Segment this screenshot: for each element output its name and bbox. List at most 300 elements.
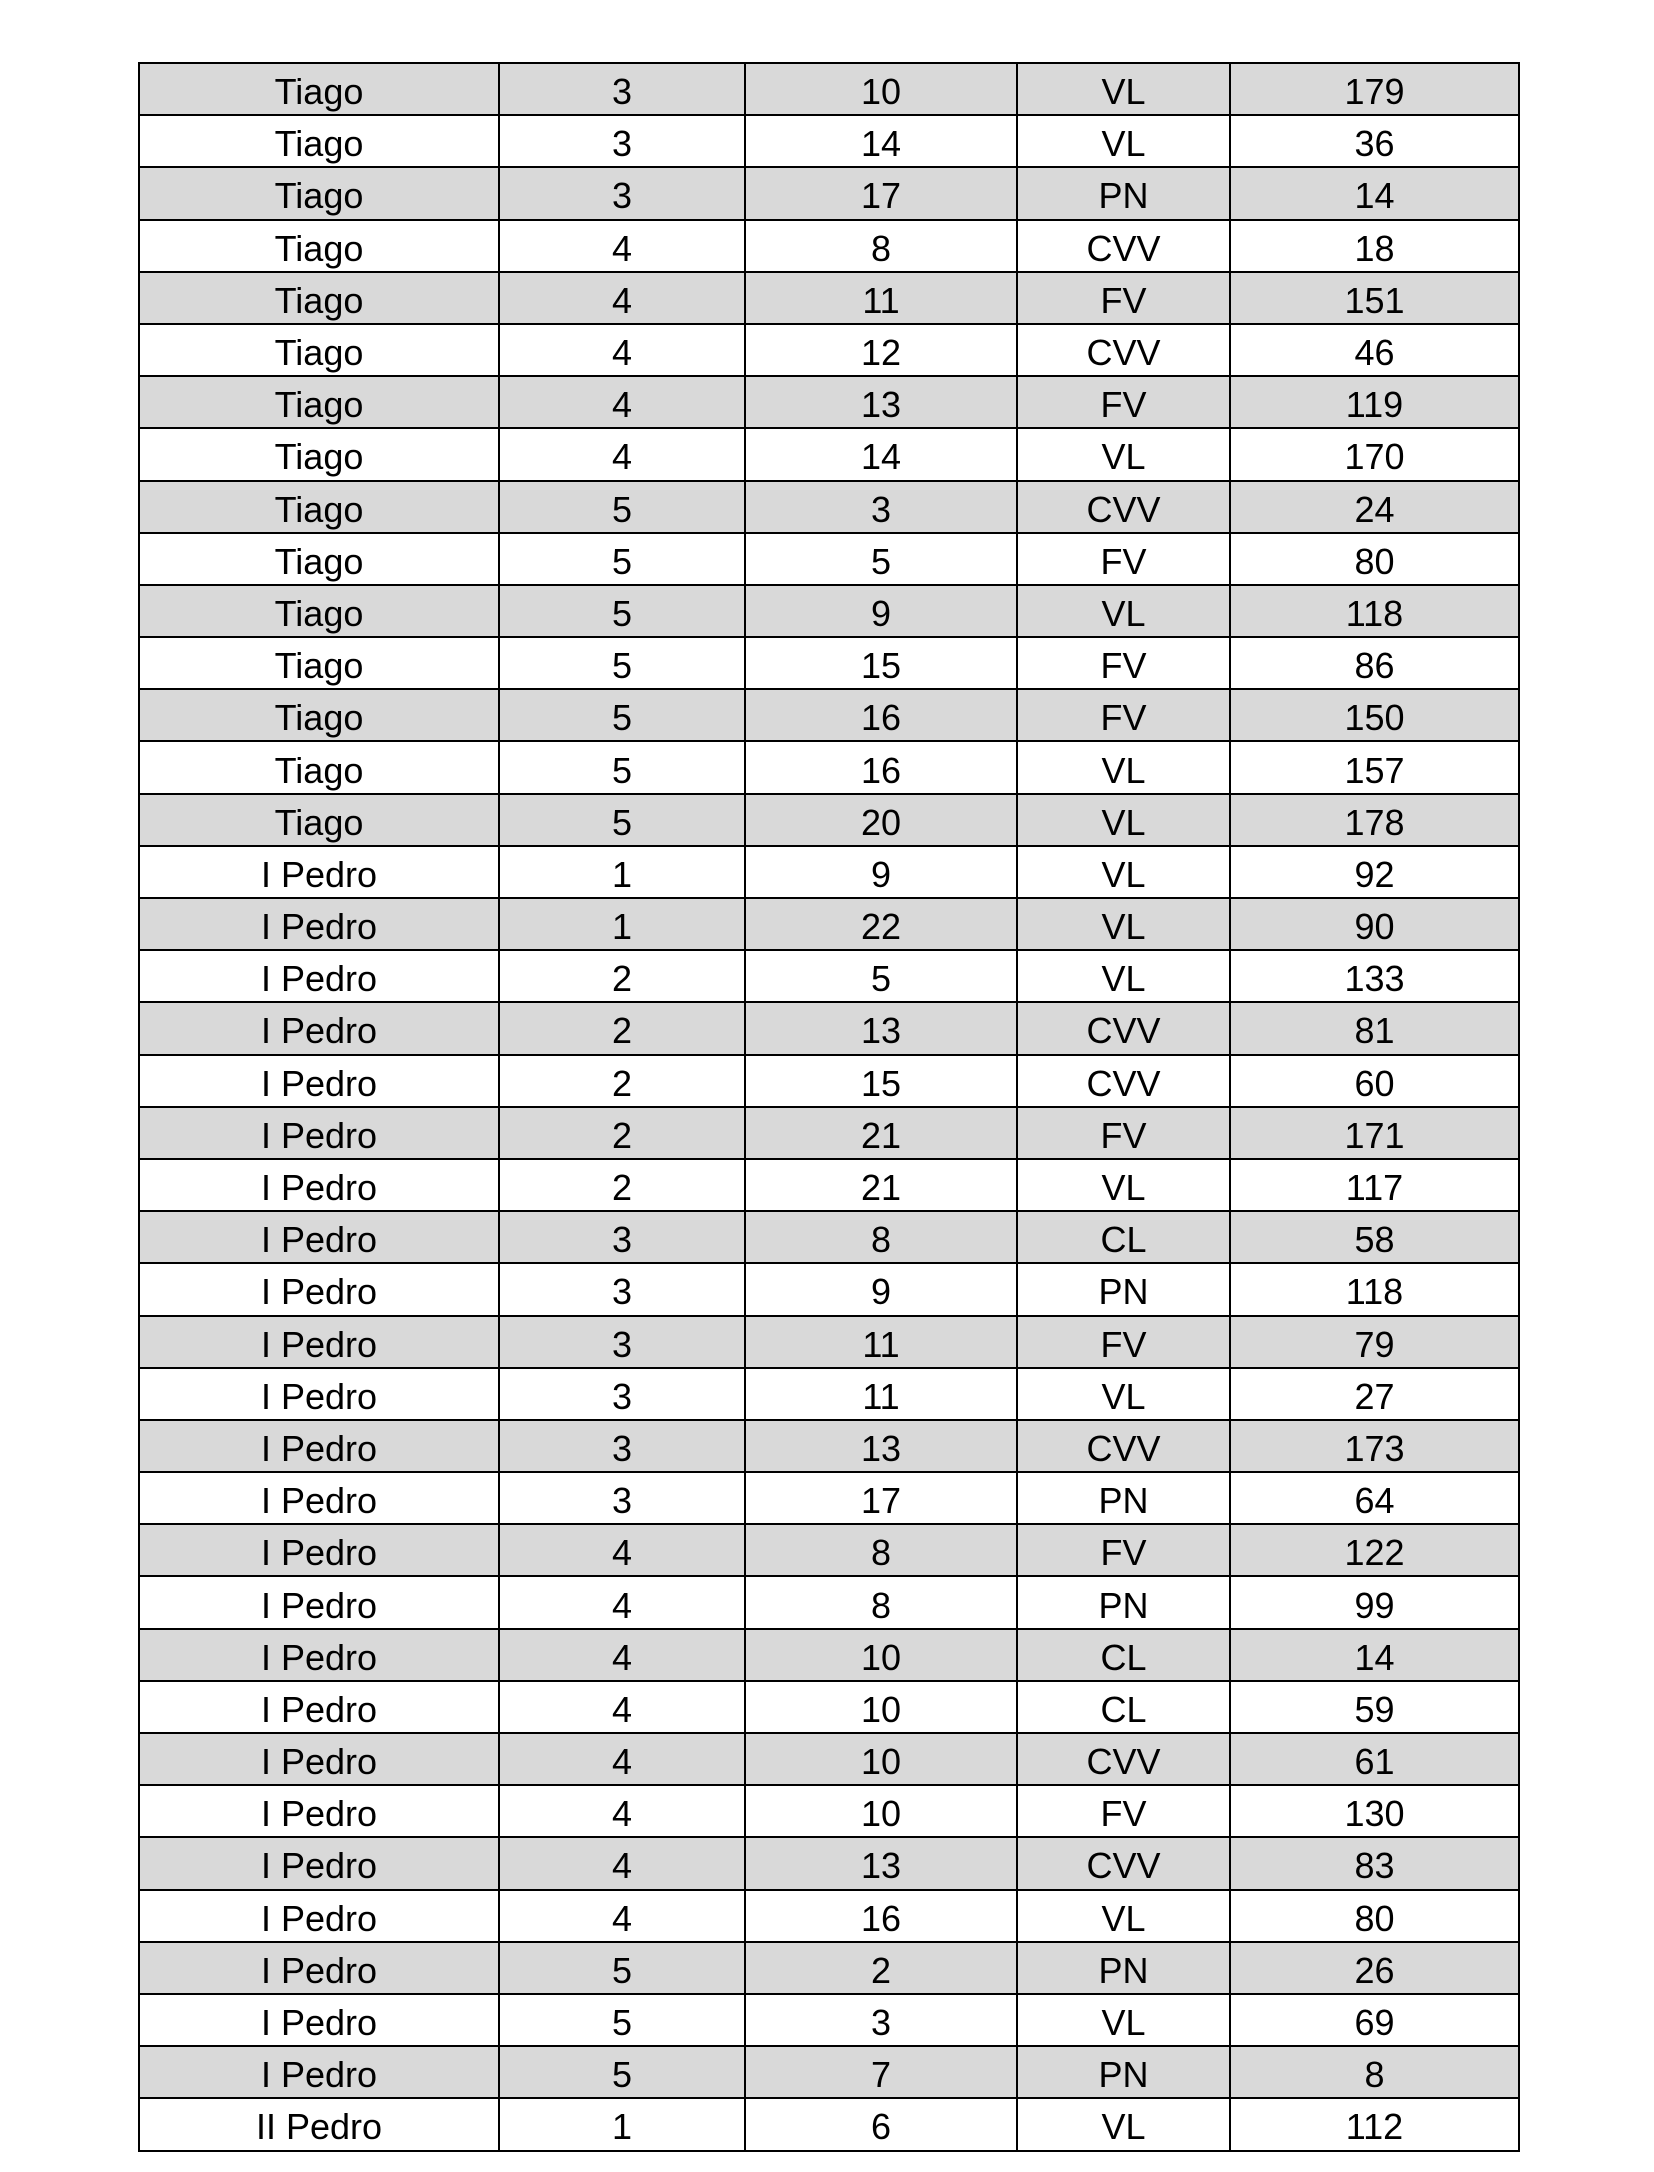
code-cell-text: PN [1098,1271,1149,1313]
verse-cell [745,2098,1017,2150]
chapter-cell-text: 1 [611,2106,633,2148]
code-cell [1017,428,1230,480]
book-cell-text: I Pedro [260,1375,378,1417]
verse-cell-text: 10 [860,1636,902,1678]
number-cell [1230,1576,1519,1628]
code-cell-text: FV [1100,1532,1147,1574]
book-cell [139,428,499,480]
book-cell-text: I Pedro [260,1741,378,1783]
book-cell [139,1316,499,1368]
book-cell-text: I Pedro [260,1688,378,1730]
verse-cell [745,585,1017,637]
book-cell-text: Tiago [274,123,364,165]
verse-cell [745,1576,1017,1628]
book-cell [139,1472,499,1524]
verse-cell-text: 5 [870,958,892,1000]
code-cell-text: VL [1101,436,1146,478]
verse-cell [745,115,1017,167]
table-row [139,585,1519,637]
code-cell [1017,898,1230,950]
verse-cell [745,1316,1017,1368]
chapter-cell-text: 5 [611,2002,633,2044]
verse-cell-text: 13 [860,1427,902,1469]
chapter-cell-text: 3 [611,1375,633,1417]
code-cell-text: FV [1100,1323,1147,1365]
book-cell [139,1733,499,1785]
verse-cell-text: 15 [860,645,902,687]
book-cell [139,1785,499,1837]
number-cell [1230,1107,1519,1159]
chapter-cell [499,1263,745,1315]
table-row [139,1211,1519,1263]
code-cell [1017,1055,1230,1107]
book-cell-text: Tiago [274,697,364,739]
number-cell [1230,1785,1519,1837]
book-cell-text: I Pedro [260,1271,378,1313]
code-cell [1017,846,1230,898]
chapter-cell-text: 4 [611,332,633,374]
chapter-cell-text: 4 [611,1636,633,1678]
code-cell [1017,324,1230,376]
table-row [139,898,1519,950]
table-row [139,1107,1519,1159]
chapter-cell [499,1576,745,1628]
chapter-cell [499,220,745,272]
chapter-cell [499,898,745,950]
code-cell [1017,1159,1230,1211]
book-cell [139,1420,499,1472]
chapter-cell-text: 4 [611,279,633,321]
book-cell-text: I Pedro [260,1793,378,1835]
verse-cell [745,1942,1017,1994]
code-cell [1017,481,1230,533]
number-cell [1230,950,1519,1002]
chapter-cell-text: 2 [611,1010,633,1052]
number-cell [1230,898,1519,950]
number-cell [1230,689,1519,741]
table-row [139,1524,1519,1576]
number-cell [1230,1211,1519,1263]
table-row [139,376,1519,428]
chapter-cell-text: 2 [611,1114,633,1156]
number-cell [1230,1368,1519,1420]
number-cell [1230,1316,1519,1368]
book-cell [139,376,499,428]
chapter-cell-text: 4 [611,1793,633,1835]
number-cell-text: 64 [1354,1480,1395,1522]
verse-cell [745,950,1017,1002]
table-body [139,63,1519,2151]
chapter-cell-text: 4 [611,384,633,426]
number-cell-text: 14 [1354,175,1395,217]
code-cell [1017,950,1230,1002]
code-cell-text: VL [1101,592,1146,634]
code-cell-text: PN [1098,2054,1149,2096]
code-cell-text: VL [1101,71,1146,113]
code-cell-text: CL [1100,1636,1147,1678]
chapter-cell-text: 5 [611,2054,633,2096]
code-cell-text: CL [1100,1688,1147,1730]
number-cell [1230,2046,1519,2098]
number-cell-text: 118 [1345,592,1404,634]
verse-cell [745,741,1017,793]
number-cell [1230,637,1519,689]
number-cell [1230,115,1519,167]
book-cell-text: I Pedro [260,2054,378,2096]
chapter-cell [499,1837,745,1889]
book-cell [139,1368,499,1420]
number-cell-text: 130 [1344,1793,1405,1835]
chapter-cell [499,794,745,846]
code-cell-text: FV [1100,540,1147,582]
chapter-cell [499,63,745,115]
table-row [139,2098,1519,2150]
code-cell [1017,1002,1230,1054]
chapter-cell [499,1942,745,1994]
chapter-cell-text: 4 [611,1897,633,1939]
verse-cell-text: 16 [860,697,902,739]
code-cell-text: VL [1101,801,1146,843]
number-cell-text: 122 [1344,1532,1405,1574]
table-row [139,1994,1519,2046]
book-cell-text: II Pedro [255,2106,383,2148]
number-cell [1230,533,1519,585]
book-cell-text: I Pedro [260,1532,378,1574]
number-cell-text: 80 [1354,1897,1395,1939]
code-cell [1017,689,1230,741]
book-cell-text: I Pedro [260,1167,378,1209]
code-cell-text: VL [1101,906,1146,948]
code-cell-text: VL [1101,749,1146,791]
number-cell-text: 80 [1354,540,1395,582]
table-row [139,1159,1519,1211]
number-cell-text: 83 [1354,1845,1395,1887]
book-cell-text: I Pedro [260,1219,378,1261]
number-cell-text: 112 [1345,2106,1404,2148]
book-cell-text: I Pedro [260,1427,378,1469]
verse-cell [745,1472,1017,1524]
book-cell [139,2098,499,2150]
code-cell-text: CVV [1086,332,1161,374]
code-cell [1017,1785,1230,1837]
number-cell [1230,1890,1519,1942]
book-cell [139,689,499,741]
book-cell [139,2046,499,2098]
number-cell [1230,1002,1519,1054]
verse-cell [745,1890,1017,1942]
code-cell [1017,1263,1230,1315]
book-cell [139,1055,499,1107]
chapter-cell-text: 4 [611,1845,633,1887]
chapter-cell [499,324,745,376]
number-cell-text: 58 [1354,1219,1395,1261]
code-cell [1017,272,1230,324]
table-row [139,1942,1519,1994]
book-cell-text: Tiago [274,801,364,843]
number-cell [1230,1263,1519,1315]
table-row [139,1002,1519,1054]
number-cell-text: 150 [1344,697,1405,739]
book-cell [139,1107,499,1159]
verse-cell [745,1263,1017,1315]
book-cell [139,1159,499,1211]
verse-cell [745,220,1017,272]
chapter-cell [499,1420,745,1472]
verse-cell [745,1681,1017,1733]
code-cell-text: VL [1101,853,1146,895]
chapter-cell-text: 3 [611,71,633,113]
verse-cell-text: 7 [870,2054,892,2096]
number-cell-text: 173 [1344,1427,1405,1469]
code-cell [1017,1733,1230,1785]
book-cell-text: I Pedro [260,1062,378,1104]
verse-cell-text: 20 [860,801,902,843]
book-cell-text: I Pedro [260,853,378,895]
code-cell [1017,1942,1230,1994]
book-cell-text: I Pedro [260,906,378,948]
code-cell-text: CVV [1086,1427,1161,1469]
chapter-cell [499,1107,745,1159]
number-cell [1230,1733,1519,1785]
book-cell-text: I Pedro [260,1323,378,1365]
chapter-cell-text: 5 [611,801,633,843]
code-cell-text: VL [1101,123,1146,165]
chapter-cell [499,1316,745,1368]
chapter-cell [499,689,745,741]
table-row [139,741,1519,793]
number-cell [1230,1629,1519,1681]
chapter-cell-text: 5 [611,697,633,739]
number-cell [1230,1524,1519,1576]
code-cell [1017,1420,1230,1472]
code-cell-text: PN [1098,1949,1149,1991]
code-cell-text: CL [1100,1219,1147,1261]
code-cell [1017,1890,1230,1942]
verse-cell [745,1837,1017,1889]
code-cell [1017,2098,1230,2150]
verse-cell [745,1524,1017,1576]
verse-cell-text: 13 [860,1845,902,1887]
number-cell [1230,481,1519,533]
chapter-cell-text: 3 [611,1219,633,1261]
book-cell [139,585,499,637]
table-row [139,481,1519,533]
chapter-cell-text: 1 [611,853,633,895]
number-cell-text: 27 [1354,1375,1395,1417]
code-cell [1017,794,1230,846]
table-row [139,1368,1519,1420]
code-cell [1017,585,1230,637]
verse-cell-text: 10 [860,1688,902,1730]
number-cell-text: 86 [1354,645,1395,687]
number-cell [1230,1420,1519,1472]
code-cell-text: VL [1101,2106,1146,2148]
verse-cell-text: 11 [862,279,900,321]
chapter-cell [499,481,745,533]
number-cell-text: 79 [1354,1323,1395,1365]
verse-cell [745,1785,1017,1837]
verse-cell [745,1629,1017,1681]
book-cell-text: Tiago [274,488,364,530]
number-cell-text: 92 [1354,853,1395,895]
book-cell [139,272,499,324]
verse-cell-text: 15 [860,1062,902,1104]
code-cell [1017,637,1230,689]
code-cell-text: CVV [1086,227,1161,269]
code-cell [1017,167,1230,219]
book-cell [139,1837,499,1889]
data-table [138,62,1520,2152]
chapter-cell-text: 1 [611,906,633,948]
book-cell-text: Tiago [274,227,364,269]
chapter-cell [499,428,745,480]
verse-cell-text: 16 [860,1897,902,1939]
number-cell-text: 179 [1344,71,1405,113]
chapter-cell-text: 3 [611,1480,633,1522]
chapter-cell [499,846,745,898]
verse-cell-text: 21 [860,1114,902,1156]
code-cell [1017,63,1230,115]
number-cell [1230,1681,1519,1733]
verse-cell [745,1368,1017,1420]
number-cell [1230,2098,1519,2150]
number-cell-text: 69 [1354,2002,1395,2044]
book-cell-text: I Pedro [260,1897,378,1939]
chapter-cell-text: 5 [611,749,633,791]
verse-cell [745,637,1017,689]
verse-cell [745,2046,1017,2098]
code-cell-text: VL [1101,1897,1146,1939]
chapter-cell-text: 3 [611,1427,633,1469]
code-cell-text: CVV [1086,1010,1161,1052]
verse-cell-text: 17 [860,175,902,217]
verse-cell-text: 14 [860,436,902,478]
code-cell-text: CVV [1086,1741,1161,1783]
table-row [139,167,1519,219]
chapter-cell [499,1890,745,1942]
table-row [139,272,1519,324]
verse-cell-text: 13 [860,1010,902,1052]
number-cell [1230,1994,1519,2046]
number-cell-text: 46 [1354,332,1395,374]
table-row [139,689,1519,741]
number-cell-text: 14 [1354,1636,1395,1678]
book-cell [139,794,499,846]
chapter-cell [499,1472,745,1524]
number-cell [1230,63,1519,115]
number-cell-text: 117 [1345,1167,1404,1209]
table-row [139,1263,1519,1315]
code-cell [1017,1837,1230,1889]
book-cell [139,1629,499,1681]
book-cell [139,481,499,533]
verse-cell-text: 10 [860,71,902,113]
table-row [139,1472,1519,1524]
code-cell-text: VL [1101,1167,1146,1209]
book-cell-text: Tiago [274,279,364,321]
chapter-cell [499,637,745,689]
table-row [139,533,1519,585]
verse-cell [745,846,1017,898]
chapter-cell [499,1629,745,1681]
chapter-cell-text: 4 [611,436,633,478]
number-cell [1230,1837,1519,1889]
table-row [139,1576,1519,1628]
verse-cell-text: 8 [870,1219,892,1261]
chapter-cell [499,1994,745,2046]
table-row [139,1055,1519,1107]
book-cell [139,1211,499,1263]
table-row [139,950,1519,1002]
table-row [139,846,1519,898]
chapter-cell [499,272,745,324]
code-cell-text: PN [1098,1480,1149,1522]
code-cell [1017,1211,1230,1263]
number-cell [1230,741,1519,793]
code-cell [1017,1681,1230,1733]
verse-cell-text: 10 [860,1793,902,1835]
chapter-cell-text: 3 [611,175,633,217]
chapter-cell-text: 3 [611,1323,633,1365]
number-cell-text: 59 [1354,1688,1395,1730]
code-cell-text: FV [1100,279,1147,321]
verse-cell-text: 6 [870,2106,892,2148]
code-cell-text: FV [1100,697,1147,739]
verse-cell [745,533,1017,585]
code-cell-text: CVV [1086,1062,1161,1104]
book-cell [139,220,499,272]
number-cell-text: 26 [1354,1949,1395,1991]
book-cell [139,1942,499,1994]
code-cell-text: CVV [1086,488,1161,530]
number-cell-text: 171 [1344,1114,1405,1156]
verse-cell [745,272,1017,324]
chapter-cell-text: 5 [611,540,633,582]
verse-cell-text: 17 [860,1480,902,1522]
number-cell-text: 36 [1354,123,1395,165]
table-row [139,1890,1519,1942]
chapter-cell [499,167,745,219]
verse-cell [745,1159,1017,1211]
code-cell [1017,1368,1230,1420]
book-cell-text: Tiago [274,175,364,217]
chapter-cell [499,741,745,793]
code-cell-text: VL [1101,2002,1146,2044]
chapter-cell [499,950,745,1002]
verse-cell [745,1994,1017,2046]
book-cell [139,1002,499,1054]
code-cell [1017,376,1230,428]
verse-cell-text: 11 [862,1323,900,1365]
book-cell [139,1681,499,1733]
verse-cell [745,428,1017,480]
book-cell-text: Tiago [274,71,364,113]
number-cell-text: 119 [1345,384,1404,426]
book-cell-text: I Pedro [260,1636,378,1678]
verse-cell-text: 9 [870,592,892,634]
chapter-cell [499,1524,745,1576]
verse-cell [745,1055,1017,1107]
verse-cell [745,1002,1017,1054]
book-cell [139,63,499,115]
number-cell [1230,1055,1519,1107]
number-cell [1230,1159,1519,1211]
number-cell [1230,376,1519,428]
chapter-cell-text: 3 [611,123,633,165]
code-cell [1017,1472,1230,1524]
verse-cell-text: 14 [860,123,902,165]
code-cell [1017,1994,1230,2046]
